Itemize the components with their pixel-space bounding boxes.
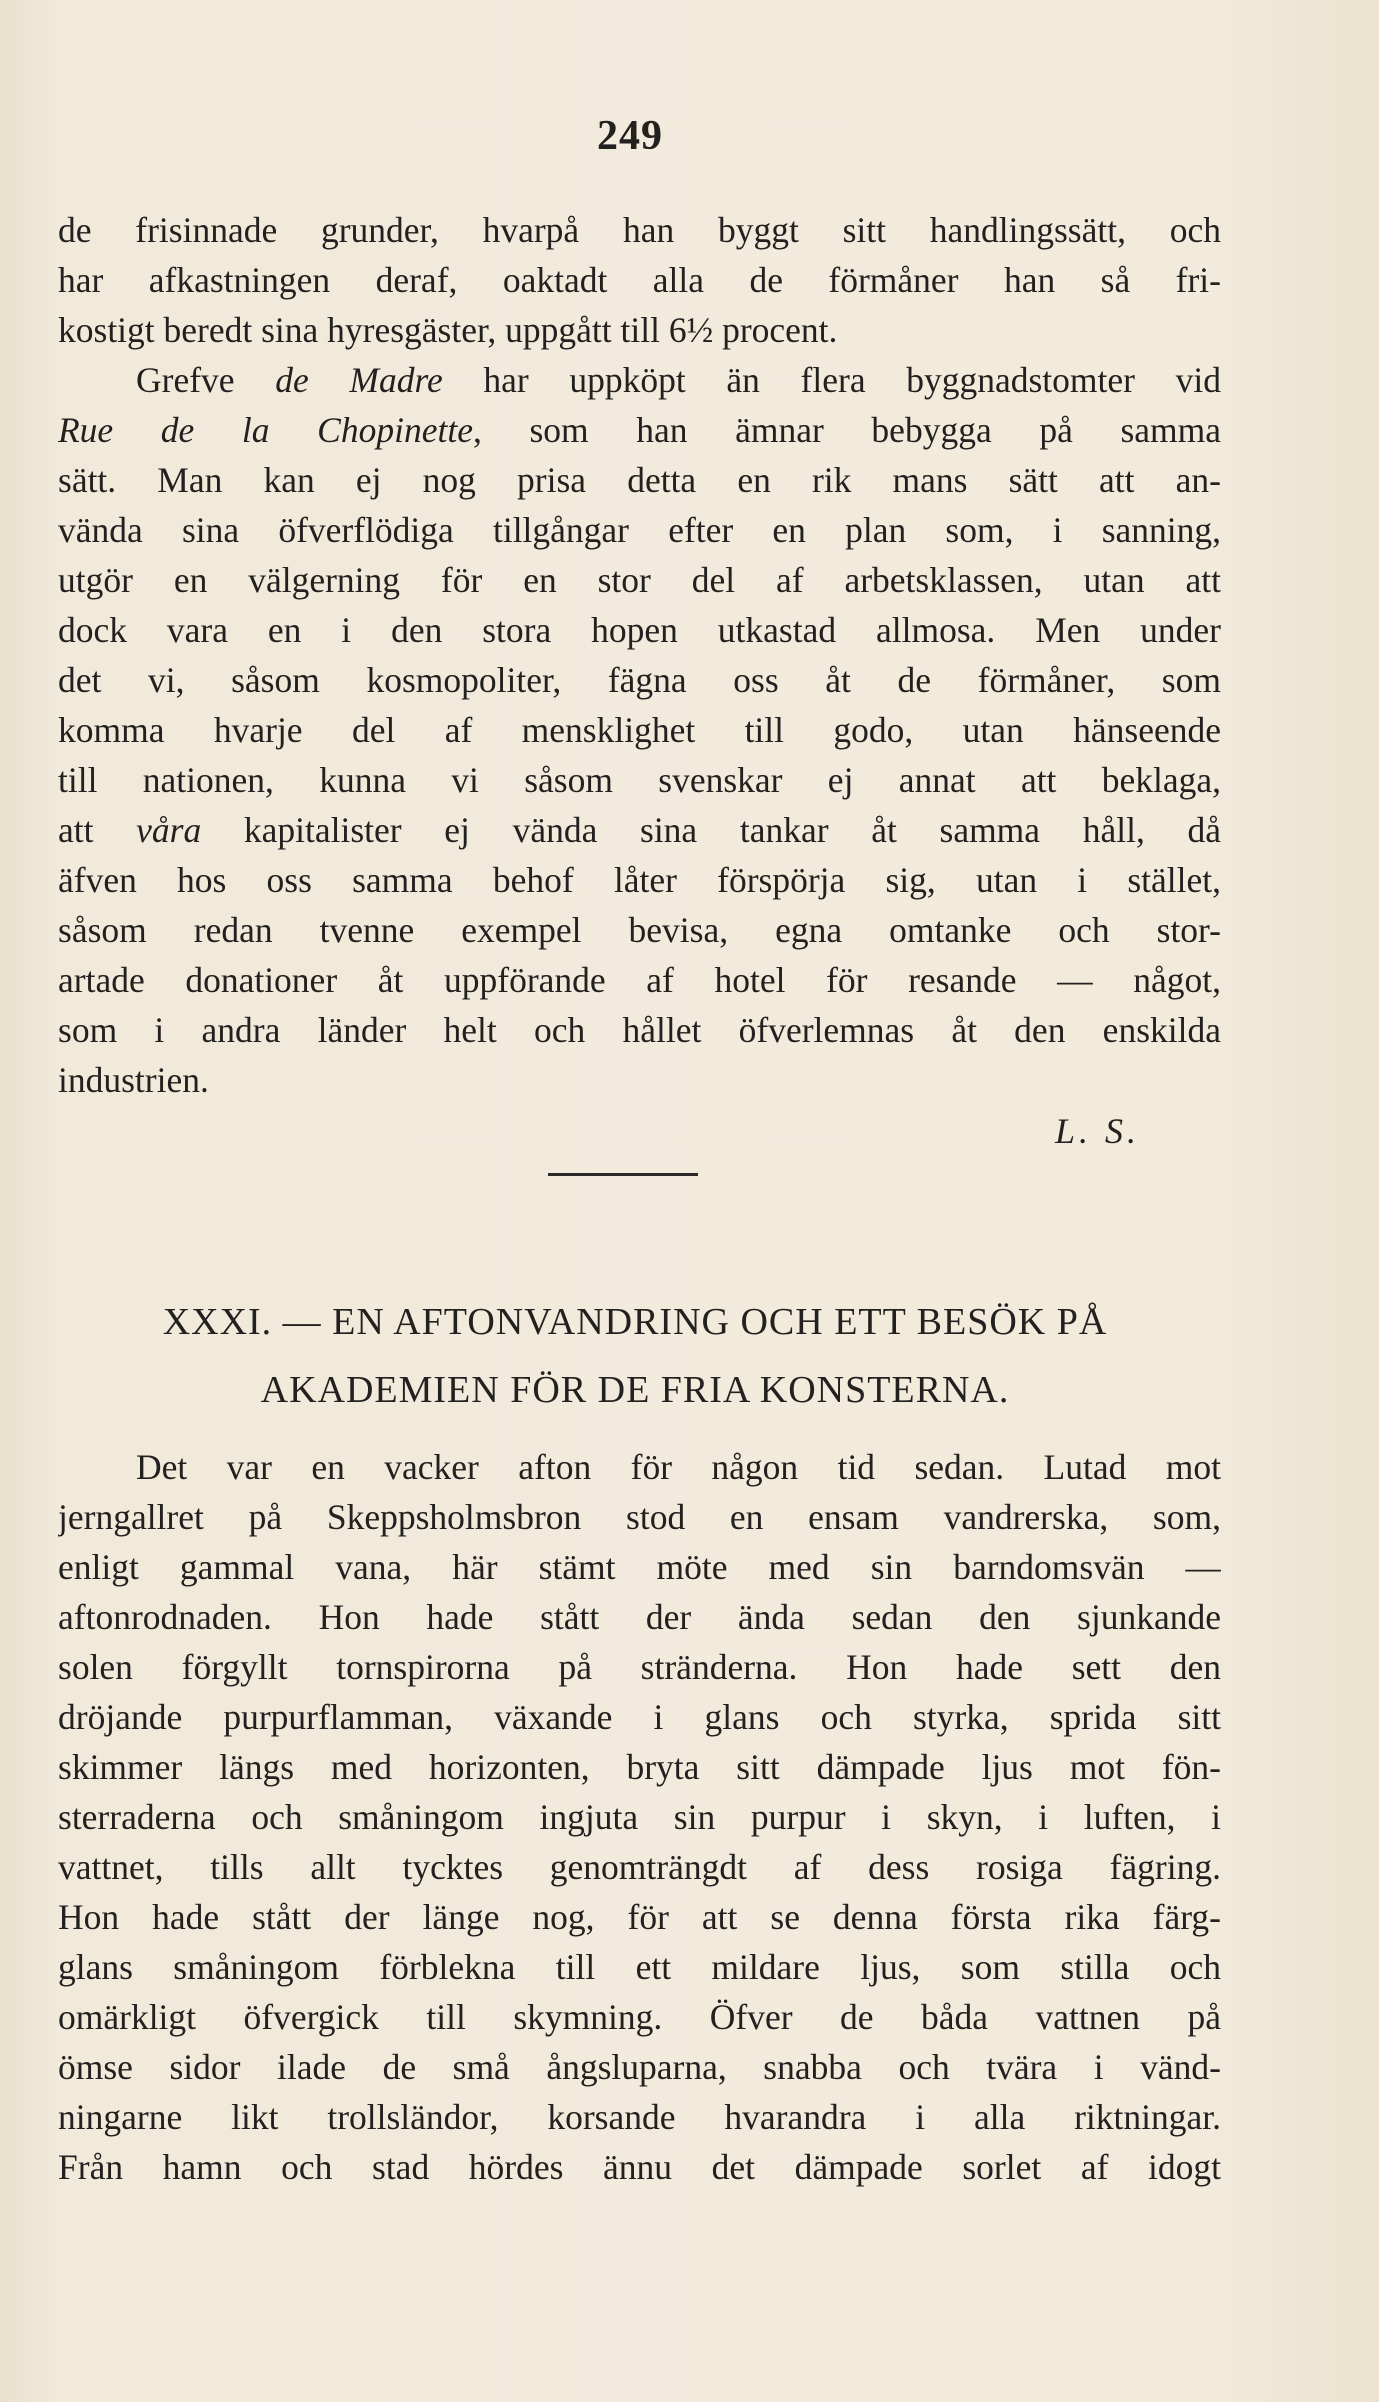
text-line: det vi, såsom kosmopoliter, fägna oss åt de förmåner, som	[58, 660, 1221, 700]
text-line: vända sina öfverflödiga tillgångar efter en plan som, i sanning,	[58, 510, 1221, 550]
text-line: enligt gammal vana, här stämt möte med sin barndomsvän —	[58, 1547, 1221, 1587]
text-line: omärkligt öfvergick till skymning. Öfver de båda vattnen på	[58, 1997, 1221, 2037]
text-line: artade donationer åt uppförande af hotel för resande — något,	[58, 960, 1221, 1000]
text-line: industrien.	[58, 1060, 209, 1100]
article-text	[58, 205, 1221, 1105]
section-divider	[548, 1173, 698, 1176]
author-signature: L. S.	[1055, 1111, 1141, 1151]
text-line: Grefve de Madre har uppköpt än flera byggnadstomter vid	[136, 360, 1221, 400]
text-line: Det var en vacker afton för någon tid sedan. Lutad mot	[136, 1447, 1221, 1487]
text-line: såsom redan tvenne exempel bevisa, egna omtanke och stor-	[58, 910, 1221, 950]
text-line: de frisinnade grunder, hvarpå han byggt sitt handlingssätt, och	[58, 210, 1221, 250]
text-line: vattnet, tills allt tycktes genomträngdt af dess rosiga fägring.	[58, 1847, 1221, 1887]
text-line: Rue de la Chopinette, som han ämnar bebygga på samma	[58, 410, 1221, 450]
text-line: sterraderna och småningom ingjuta sin purpur i skyn, i luften, i	[58, 1797, 1221, 1837]
chapter-heading-line-2: AKADEMIEN FÖR DE FRIA KONSTERNA.	[260, 1369, 1010, 1411]
text-line: har afkastningen deraf, oaktadt alla de förmåner han så fri-	[58, 260, 1221, 300]
text-line: kostigt beredt sina hyresgäster, uppgått till 6½ procent.	[58, 310, 838, 350]
text-line: solen förgyllt tornspirorna på stränderna. Hon hade sett den	[58, 1647, 1221, 1687]
text-line: ningarne likt trollsländor, korsande hvarandra i alla riktningar.	[58, 2097, 1221, 2137]
text-line: aftonrodnaden. Hon hade stått der ända sedan den sjunkande	[58, 1597, 1221, 1637]
text-line: jerngallret på Skeppsholmsbron stod en ensam vandrerska, som,	[58, 1497, 1221, 1537]
text-line: att våra kapitalister ej vända sina tankar åt samma håll, då	[58, 810, 1221, 850]
text-line: till nationen, kunna vi såsom svenskar ej annat att beklaga,	[58, 760, 1221, 800]
text-line: dröjande purpurflamman, växande i glans och styrka, sprida sitt	[58, 1697, 1221, 1737]
chapter-heading-line-1: XXXI. — EN AFTONVANDRING OCH ETT BESÖK PÅ	[162, 1301, 1108, 1343]
text-line: skimmer längs med horizonten, bryta sitt dämpade ljus mot fön-	[58, 1747, 1221, 1787]
text-line: äfven hos oss samma behof låter förspörja sig, utan i stället,	[58, 860, 1221, 900]
text-line: utgör en välgerning för en stor del af arbetsklassen, utan att	[58, 560, 1221, 600]
text-line: Hon hade stått der länge nog, för att se denna första rika färg-	[58, 1897, 1221, 1937]
text-line: sätt. Man kan ej nog prisa detta en rik mans sätt att an-	[58, 460, 1221, 500]
italic-street-name: Rue de la Chopinette	[58, 410, 473, 450]
text-line: Från hamn och stad hördes ännu det dämpade sorlet af idogt	[58, 2147, 1221, 2187]
text-line: som i andra länder helt och hållet öfverlemnas åt den enskilda	[58, 1010, 1221, 1050]
text-line: komma hvarje del af mensklighet till godo, utan hänseende	[58, 710, 1221, 750]
italic-word: våra	[136, 810, 202, 850]
text-line: dock vara en i den stora hopen utkastad allmosa. Men under	[58, 610, 1221, 650]
chapter-text	[58, 1442, 1221, 2192]
text-line: glans småningom förblekna till ett mildare ljus, som stilla och	[58, 1947, 1221, 1987]
italic-name: de Madre	[275, 360, 443, 400]
page-number: 249	[597, 113, 663, 159]
text-line: ömse sidor ilade de små ångsluparna, snabba och tvära i vänd-	[58, 2047, 1221, 2087]
